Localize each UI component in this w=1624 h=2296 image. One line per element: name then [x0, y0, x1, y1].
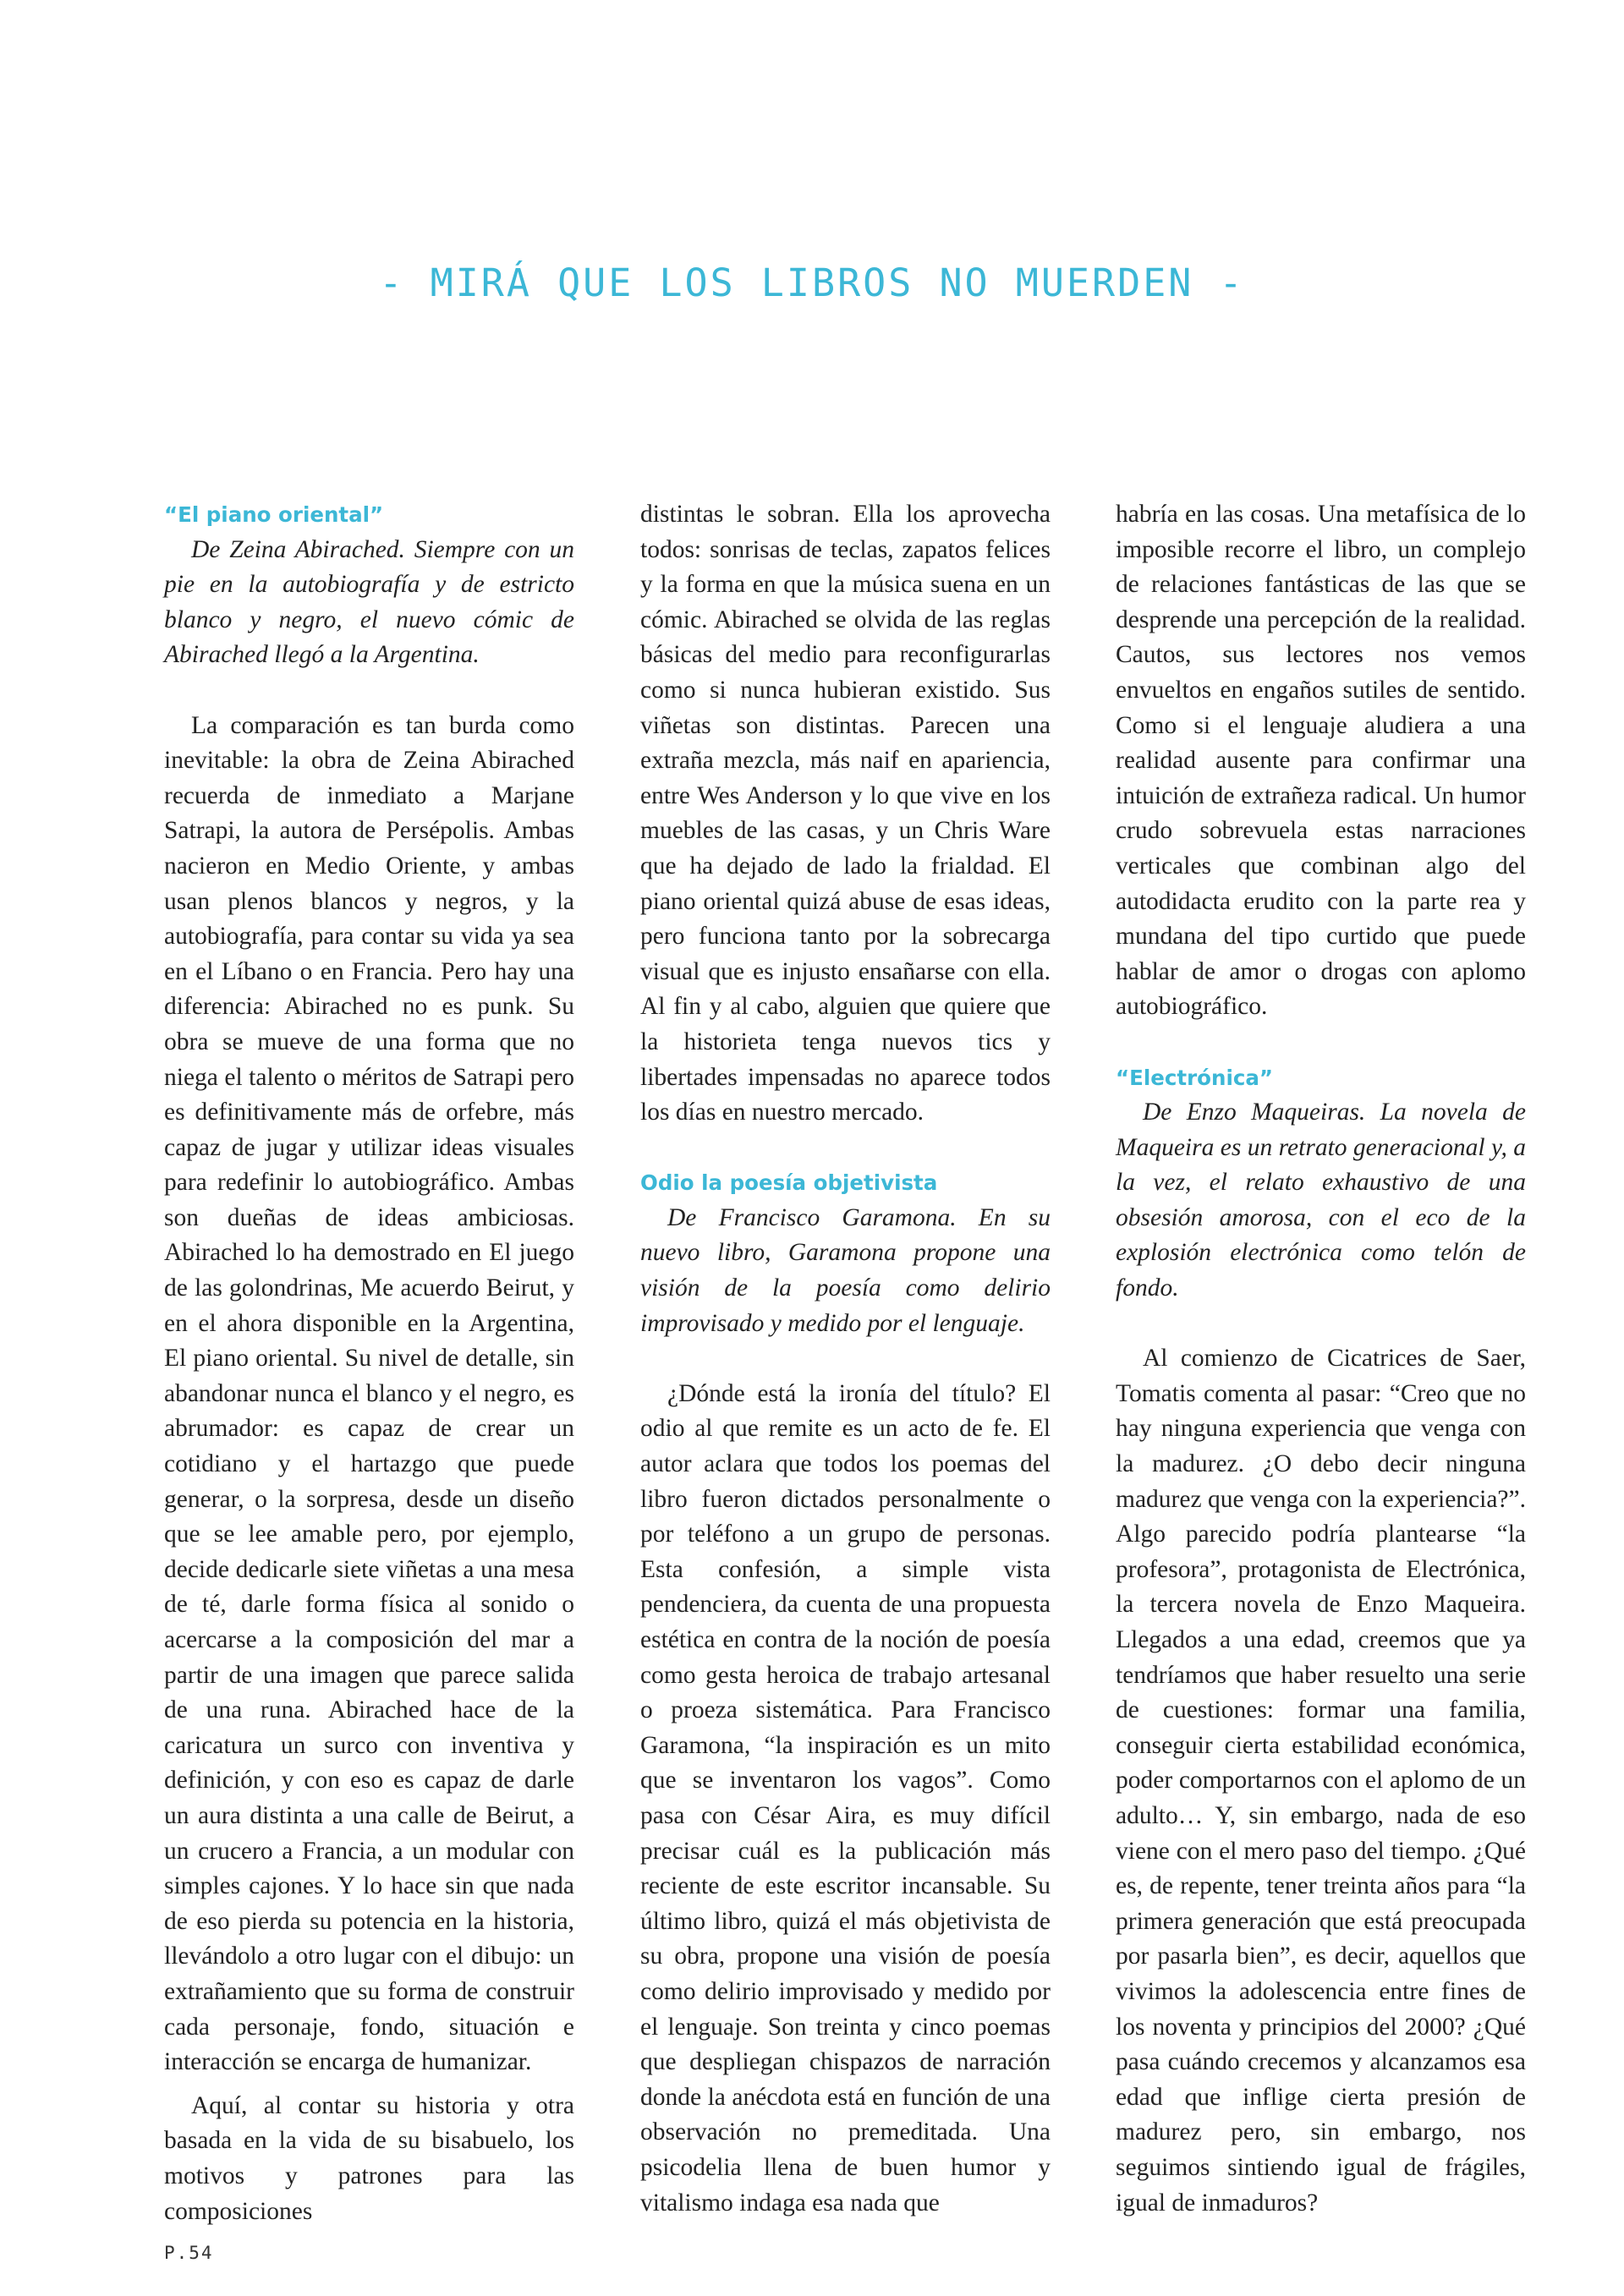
body-paragraph: La comparación es tan burda como inevitable: la obra de Zeina Abirached recuerda de inmediato a Marjane Satrapi, la autora de Persépolis. Ambas nacieron en Medio Oriente, y ambas usan plenos blancos y negros, y la autobiografía, para contar su vida ya sea en el Líbano o en Francia. Pero hay una diferencia: Abirached no es punk. Su obra se mueve de una forma que no niega el talento o méritos de Satrapi pero es definitivamente más de orfebre, más capaz de jugar y utilizar ideas visuales para redefinir lo autobiográfico. Ambas son dueñas de ideas ambiciosas. Abirached lo ha demostrado en El juego de las golondrinas, Me acuerdo Beirut, y en el ahora disponible en la Argentina, El piano oriental. Su nivel de detalle, sin abandonar nunca el blanco y el negro, es abrumador: es capaz de crear un cotidiano y el hartazgo que puede generar, o la sorpresa, desde un diseño que se lee amable pero, por ejemplo, decide dedicarle siete viñetas a una mesa de té, darle forma física al sonido o acercarse a la composición del mar a partir de una imagen que parece salida de una runa. Abirached hace de la caricatura un surco con inventiva y definición, y con eso es capaz de darle un aura distinta a una calle de Beirut, a un crucero a Francia, a un modular con simples cajones. Y lo hace sin que nada de eso pierda su potencia en la historia, llevándolo a otro lugar con el dibujo: un extrañamiento que su forma de construir cada personaje, fondo, situación e interacción se encarga de humanizar.: [164, 711, 574, 2076]
column-2: [640, 497, 1051, 2221]
page-number: P.54: [164, 2243, 214, 2263]
section-lead-odio-poesia: De Francisco Garamona. En su nuevo libro, Garamona propone una visión de la poesía como delirio improvisado y medido por el lenguaje.: [640, 1203, 1051, 1337]
section-lead-electronica: De Enzo Maqueiras. La novela de Maqueira es un retrato generacional y, a la vez, el relato exhaustivo de una obsesión amorosa, con el eco de la explosión electrónica como telón de fondo.: [1116, 1099, 1526, 1302]
body-paragraph-continued: habría en las cosas. Una metafísica de lo imposible recorre el libro, un complejo de relaciones fantásticas de las que se desprende una percepción de la realidad. Cautos, sus lectores nos vemos envueltos en engaños sutiles de sentido. Como si el lenguaje aludiera a una realidad ausente para confirmar una intuición de extrañeza radical. Un humor crudo sobrevuela estas narraciones verticales que combinan algo del autodidacta erudito con la parte rea y mundana del tipo curtido que puede hablar de amor o drogas con aplomo autobiográfico.: [1116, 501, 1526, 1021]
section-title-odio-poesia: Odio la poesía objetivista: [640, 1170, 938, 1196]
magazine-section-title: - MIRÁ QUE LOS LIBROS NO MUERDEN -: [379, 260, 1245, 305]
body-paragraph: Aquí, al contar su historia y otra basada en la vida de su bisabuelo, los motivos y patrones para las composiciones: [164, 2091, 574, 2225]
body-paragraph-continued: distintas le sobran. Ella los aprovecha todos: sonrisas de teclas, zapatos felices y la forma en que la música suena en un cómic. Abirached se olvida de las reglas básicas del medio para reconfigurarlas como si nunca hubieran existido. Sus viñetas son distintas. Parecen una extraña mezcla, más naif en apariencia, entre Wes Anderson y lo que vive en los muebles de las casas, y un Chris Ware que ha dejado de lado la frialdad. El piano oriental quizá abuse de esas ideas, pero funciona tanto por la sobrecarga visual que es injusto ensañarse con ella. Al fin y al cabo, alguien que quiere que la historieta tenga nuevos tics y libertades impensadas no aparece todos los días en nuestro mercado.: [640, 501, 1051, 1126]
body-paragraph: ¿Dónde está la ironía del título? El odio al que remite es un acto de fe. El autor aclara que todos los poemas del libro fueron dictados personalmente o por teléfono a un grupo de personas. Esta confesión, a simple vista pendenciera, da cuenta de una propuesta estética en contra de la noción de poesía como gesta heroica de trabajo artesanal o proeza sistemática. Para Francisco Garamona, “la inspiración es un mito que se inventaron los vagos”. Como pasa con César Aira, es muy difícil precisar cuál es la publicación más reciente de este escritor incansable. Su último libro, quizá el más objetivista de su obra, propone una visión de poesía como delirio improvisado y medido por el lenguaje. Son treinta y cinco poemas que despliegan chispazos de narración donde la anécdota está en función de una observación no premeditada. Una psicodelia llena de buen humor y vitalismo indaga esa nada que: [640, 1379, 1051, 2217]
column-1: [164, 497, 574, 2229]
body-paragraph: Al comienzo de Cicatrices de Saer, Tomatis comenta al pasar: “Creo que no hay ninguna experiencia que venga con la madurez. ¿O debo decir ninguna madurez que venga con la experiencia?”. Algo parecido podría plantearse “la profesora”, protagonista de Electrónica, la tercera novela de Enzo Maqueira. Llegados a una edad, creemos que ya tendríamos que haber resuelto una serie de cuestiones: formar una familia, conseguir cierta estabilidad económica, poder comportarnos con el aplomo de un adulto… Y, sin embargo, nada de eso viene con el mero paso del tiempo. ¿Qué es, de repente, tener treinta años para “la primera generación que está preocupada por pasarla bien”, es decir, aquellos que vivimos la adolescencia entre fines de los noventa y principios del 2000? ¿Qué pasa cuándo crecemos y alcanzamos esa edad que inflige cierta presión de madurez pero, sin embargo, nos seguimos sintiendo igual de frágiles, igual de inmaduros?: [1116, 1345, 1526, 2217]
section-lead-piano-oriental: De Zeina Abirached. Siempre con un pie en la autobiografía y de estricto blanco y negro, el nuevo cómic de Abirached llegó a la Argentina.: [164, 535, 574, 669]
section-title-piano-oriental: “El piano oriental”: [164, 502, 384, 527]
column-3: [1116, 497, 1526, 2221]
section-title-electronica: “Electrónica”: [1116, 1065, 1273, 1090]
